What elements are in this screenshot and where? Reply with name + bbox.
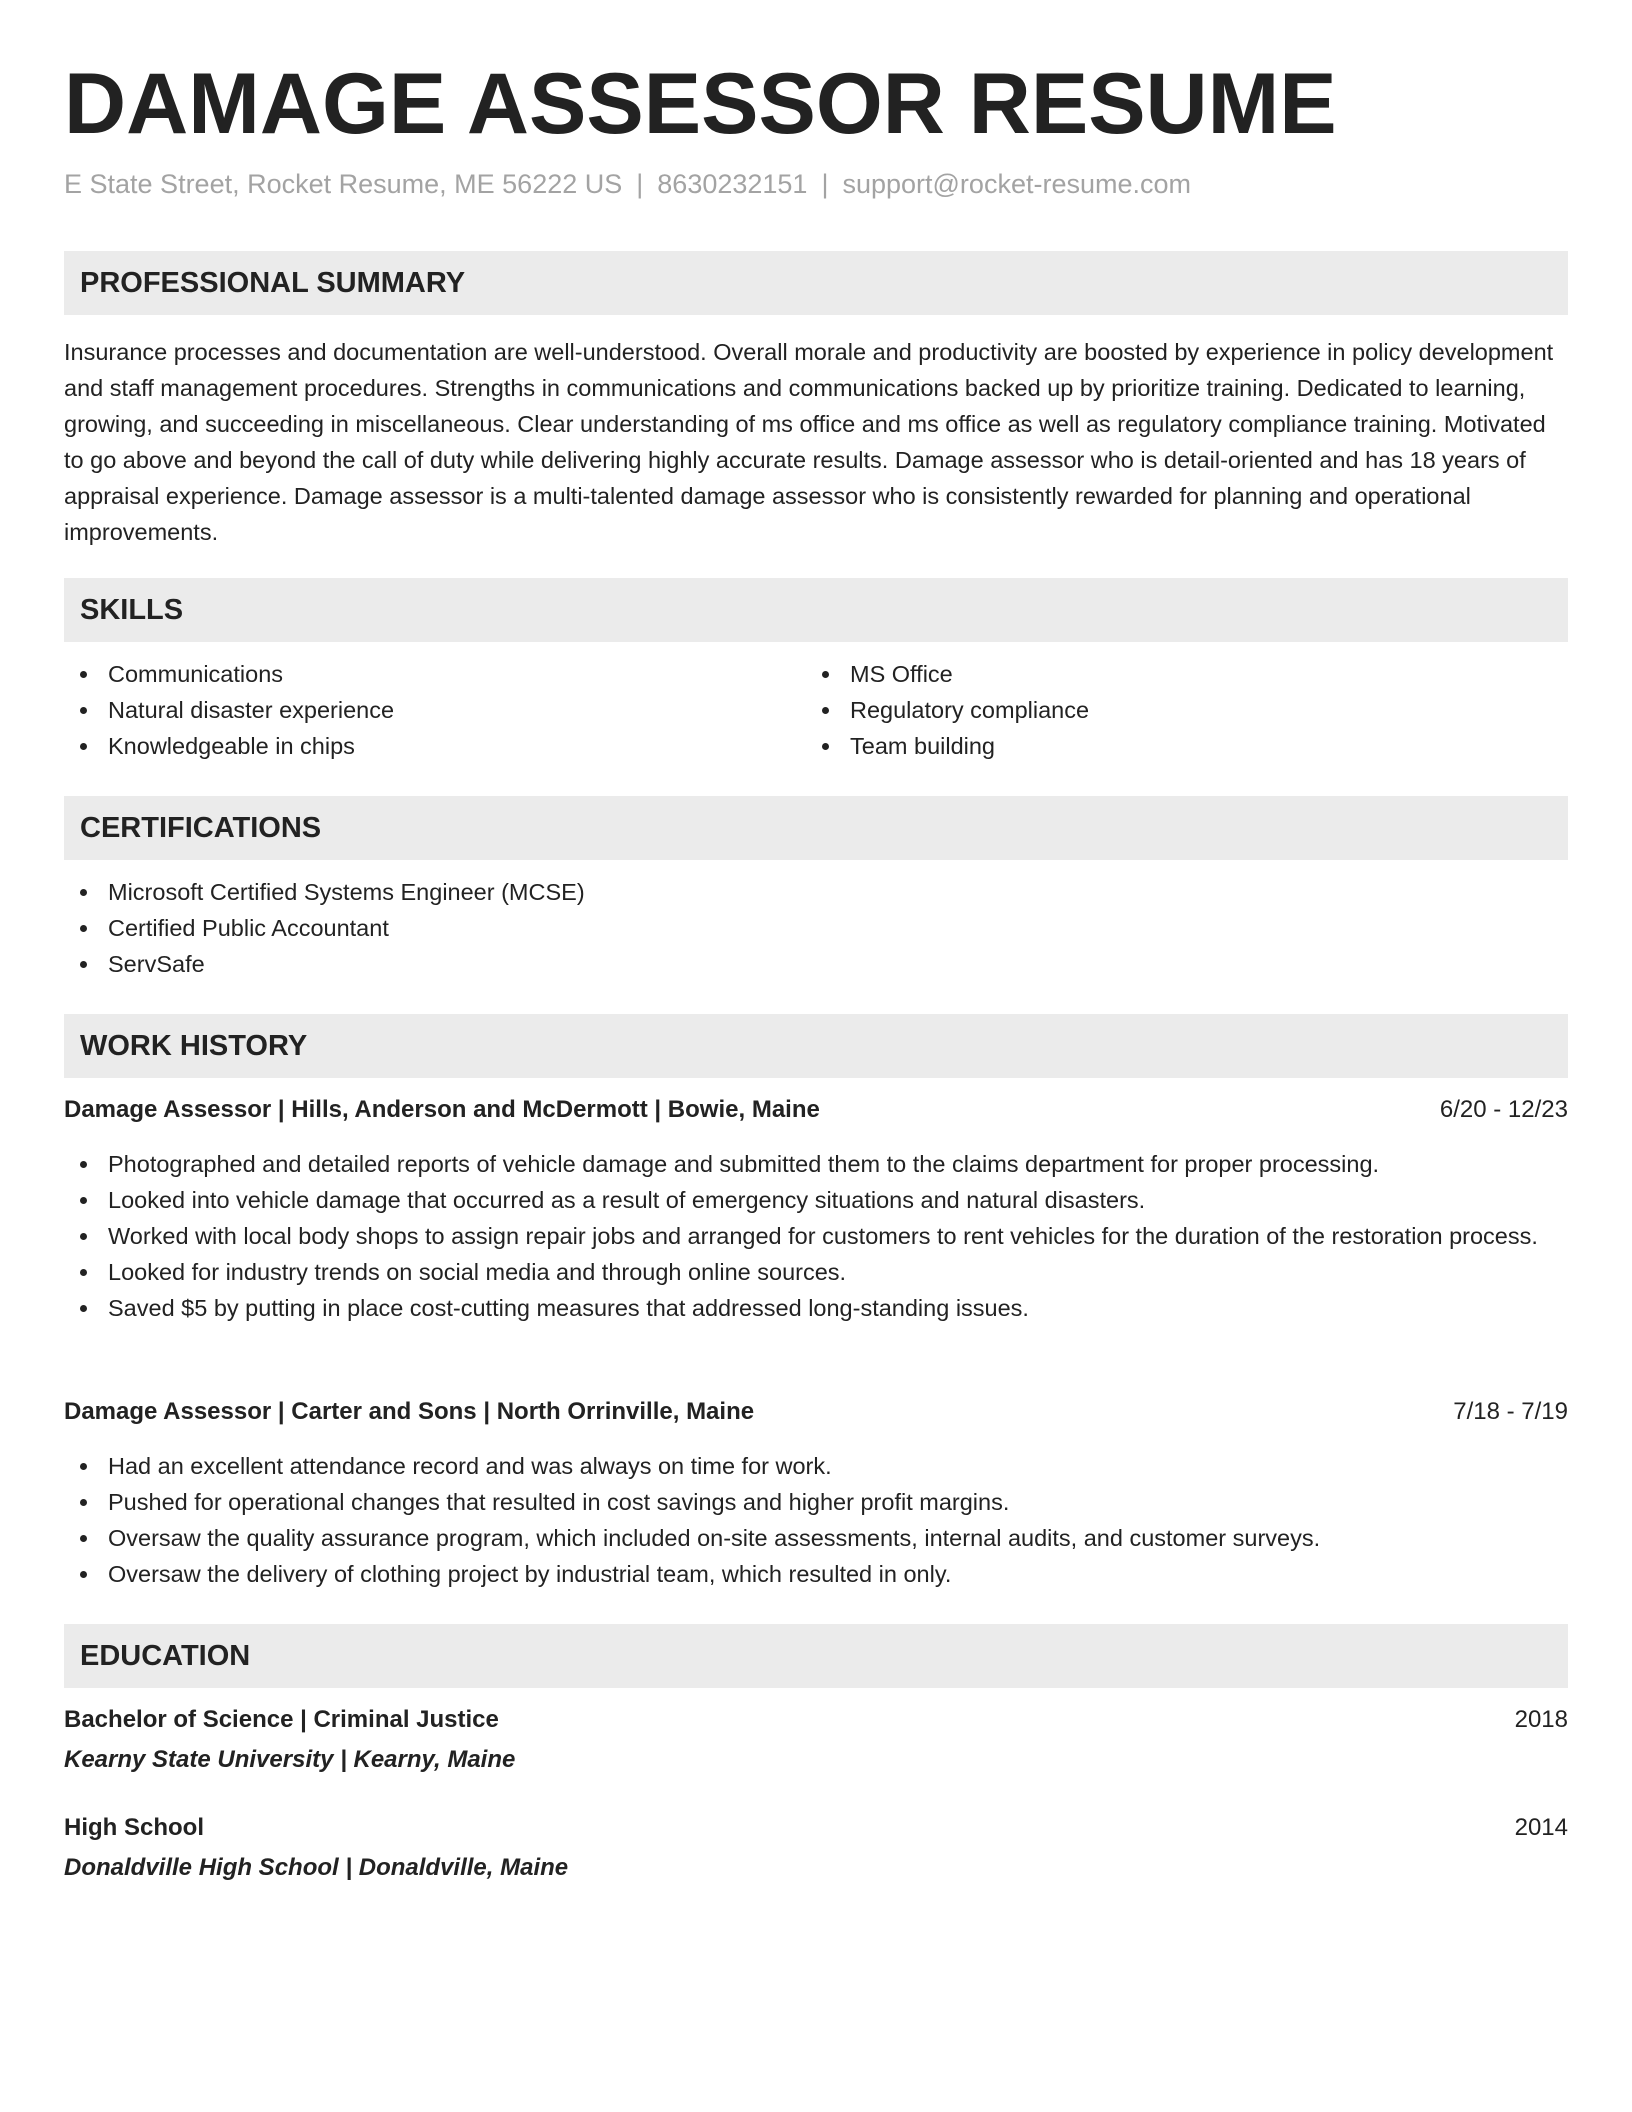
skills-list-left bbox=[64, 656, 764, 764]
job-bullets bbox=[64, 1146, 1568, 1326]
contact-email: support@rocket-resume.com bbox=[842, 169, 1191, 199]
skill-item: Communications bbox=[64, 656, 764, 692]
job-bullet: Looked into vehicle damage that occurred as a result of emergency situations and natural disasters. bbox=[64, 1182, 1568, 1218]
education-degree: High School bbox=[64, 1814, 204, 1841]
skill-item: Knowledgeable in chips bbox=[64, 728, 764, 764]
contact-separator: | bbox=[636, 169, 644, 199]
job-bullet: Saved $5 by putting in place cost-cutting measures that addressed long-standing issues. bbox=[64, 1290, 1568, 1326]
certification-item: ServSafe bbox=[64, 946, 1568, 982]
skill-item: Team building bbox=[806, 728, 1506, 764]
education-header bbox=[64, 1702, 1568, 1738]
job-dates: 7/18 - 7/19 bbox=[1453, 1398, 1568, 1425]
skill-item: MS Office bbox=[806, 656, 1506, 692]
job-bullet: Worked with local body shops to assign repair jobs and arranged for customers to rent vehicles for the duration of the restoration process. bbox=[64, 1218, 1568, 1254]
contact-address: E State Street, Rocket Resume, ME 56222 US bbox=[64, 169, 623, 199]
job-bullet: Oversaw the quality assurance program, which included on-site assessments, internal audits, and customer surveys. bbox=[64, 1520, 1568, 1556]
section-heading-summary: PROFESSIONAL SUMMARY bbox=[64, 251, 1568, 315]
education-school: Donaldville High School | Donaldville, Maine bbox=[64, 1854, 569, 1881]
education-header bbox=[64, 1810, 1568, 1846]
section-heading-work-history: WORK HISTORY bbox=[64, 1014, 1568, 1078]
job-bullets bbox=[64, 1448, 1568, 1592]
section-heading-education: EDUCATION bbox=[64, 1624, 1568, 1688]
job-bullet: Pushed for operational changes that resulted in cost savings and higher profit margins. bbox=[64, 1484, 1568, 1520]
contact-separator: | bbox=[821, 169, 829, 199]
education-school: Kearny State University | Kearny, Maine bbox=[64, 1746, 516, 1773]
job-dates: 6/20 - 12/23 bbox=[1439, 1096, 1568, 1123]
section-heading-certifications: CERTIFICATIONS bbox=[64, 796, 1568, 860]
summary-text: Insurance processes and documentation are well-understood. Overall morale and productivity are boosted by experience in policy development and staff management procedures. Strengths in communications and communications backed up by prioritize training. Dedicated to learning, growing, and succeeding in miscellaneous. Clear understanding of ms office and ms office as well as regulatory compliance training. Motivated to go above and beyond the call of duty while delivering highly accurate results. Damage assessor who is detail-oriented and has 18 years of appraisal experience. Damage assessor is a multi-talented damage assessor who is consistently rewarded for planning and operational improvements. bbox=[64, 339, 1554, 545]
skills-list-right bbox=[806, 656, 1506, 764]
contact-phone: 8630232151 bbox=[657, 169, 808, 199]
education-year: 2014 bbox=[1514, 1814, 1568, 1841]
job-bullet: Had an excellent attendance record and was always on time for work. bbox=[64, 1448, 1568, 1484]
resume-title: DAMAGE ASSESSOR RESUME bbox=[64, 56, 1337, 152]
certifications-list bbox=[64, 874, 1568, 982]
section-heading-skills: SKILLS bbox=[64, 578, 1568, 642]
education-year: 2018 bbox=[1514, 1706, 1568, 1733]
contact-line bbox=[64, 166, 1191, 202]
job-bullet: Looked for industry trends on social media and through online sources. bbox=[64, 1254, 1568, 1290]
certification-item: Certified Public Accountant bbox=[64, 910, 1568, 946]
job-header bbox=[64, 1092, 1568, 1128]
certification-item: Microsoft Certified Systems Engineer (MCSE) bbox=[64, 874, 1568, 910]
skill-item: Natural disaster experience bbox=[64, 692, 764, 728]
job-title: Damage Assessor | Carter and Sons | North Orrinville, Maine bbox=[64, 1398, 755, 1425]
job-bullet: Photographed and detailed reports of vehicle damage and submitted them to the claims department for proper processing. bbox=[64, 1146, 1568, 1182]
job-title: Damage Assessor | Hills, Anderson and McDermott | Bowie, Maine bbox=[64, 1096, 820, 1123]
skill-item: Regulatory compliance bbox=[806, 692, 1506, 728]
job-header bbox=[64, 1394, 1568, 1430]
education-degree: Bachelor of Science | Criminal Justice bbox=[64, 1706, 499, 1733]
job-bullet: Oversaw the delivery of clothing project by industrial team, which resulted in only. bbox=[64, 1556, 1568, 1592]
